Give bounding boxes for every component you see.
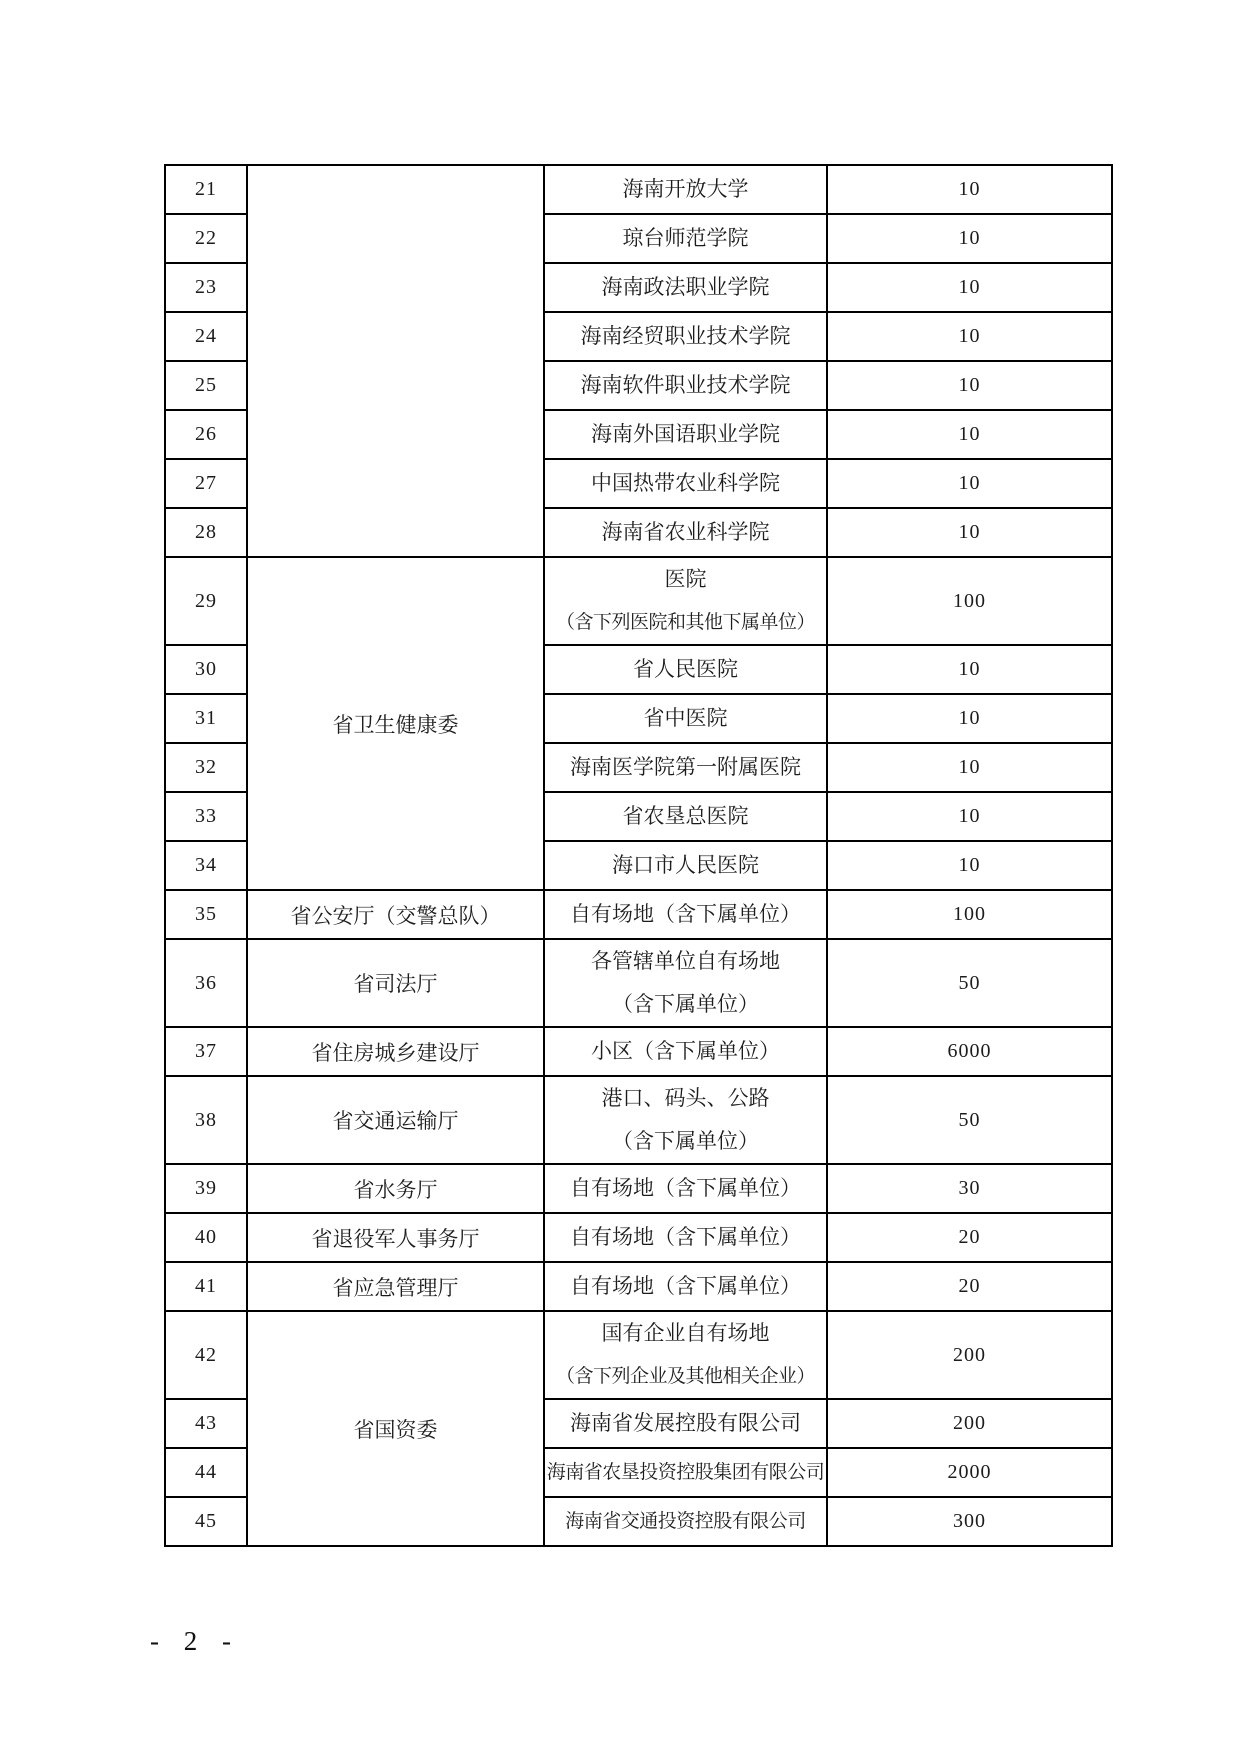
- page-number: - 2 -: [150, 1626, 240, 1656]
- row-number-cell: 26: [165, 410, 247, 459]
- quantity-cell: 10: [827, 743, 1112, 792]
- unit-line: 海南开放大学: [622, 177, 749, 201]
- quantity-cell: 20: [827, 1213, 1112, 1262]
- row-number-cell: 41: [165, 1262, 247, 1311]
- unit-line: 琼台师范学院: [622, 226, 749, 250]
- unit-cell: [544, 1164, 827, 1213]
- quantity-cell: 10: [827, 165, 1112, 214]
- row-number-cell: 28: [165, 508, 247, 557]
- unit-line: （含下列企业及其他相关企业）: [555, 1366, 815, 1387]
- unit-line: 海口市人民医院: [612, 853, 759, 877]
- unit-line: （含下属单位）: [612, 1129, 759, 1153]
- row-number-cell: 32: [165, 743, 247, 792]
- row-number-cell: 23: [165, 263, 247, 312]
- unit-line: 医院: [664, 567, 707, 591]
- row-number-cell: 27: [165, 459, 247, 508]
- table-row: [165, 1027, 1112, 1076]
- unit-line: 各管辖单位自有场地: [591, 949, 780, 973]
- table-body: [165, 165, 1112, 1546]
- unit-line: （含下属单位）: [612, 992, 759, 1016]
- quantity-cell: 10: [827, 841, 1112, 890]
- quantity-cell: 10: [827, 694, 1112, 743]
- unit-line: 海南经贸职业技术学院: [580, 324, 791, 348]
- department-cell: 省住房城乡建设厅: [247, 1027, 544, 1076]
- quantity-cell: 10: [827, 508, 1112, 557]
- quantity-cell: 10: [827, 792, 1112, 841]
- row-number-cell: 25: [165, 361, 247, 410]
- unit-cell: [544, 1497, 827, 1546]
- department-cell: 省水务厅: [247, 1164, 544, 1213]
- unit-line: 海南政法职业学院: [601, 275, 770, 299]
- table-row: [165, 1164, 1112, 1213]
- unit-line: 小区（含下属单位）: [591, 1039, 780, 1063]
- row-number-cell: 45: [165, 1497, 247, 1546]
- table-row: [165, 890, 1112, 939]
- row-number-cell: 21: [165, 165, 247, 214]
- unit-cell: [544, 645, 827, 694]
- table-row: [165, 1076, 1112, 1164]
- unit-line: 海南省交通投资控股有限公司: [565, 1511, 806, 1532]
- unit-line: 海南省农业科学院: [601, 520, 770, 544]
- row-number-cell: 44: [165, 1448, 247, 1497]
- quantity-cell: 10: [827, 459, 1112, 508]
- department-cell: 省司法厅: [247, 939, 544, 1027]
- unit-cell: [544, 841, 827, 890]
- unit-line: 国有企业自有场地: [601, 1321, 770, 1345]
- department-cell: 省公安厅（交警总队）: [247, 890, 544, 939]
- quantity-cell: 200: [827, 1399, 1112, 1448]
- quantity-cell: 100: [827, 557, 1112, 645]
- unit-cell: [544, 743, 827, 792]
- unit-cell: [544, 165, 827, 214]
- unit-cell: [544, 890, 827, 939]
- row-number-cell: 40: [165, 1213, 247, 1262]
- unit-line: 中国热带农业科学院: [591, 471, 780, 495]
- quantity-cell: 50: [827, 1076, 1112, 1164]
- department-cell: 省应急管理厅: [247, 1262, 544, 1311]
- unit-line: 省人民医院: [633, 657, 738, 681]
- quantity-cell: 20: [827, 1262, 1112, 1311]
- unit-cell: [544, 214, 827, 263]
- unit-line: 港口、码头、公路: [601, 1086, 770, 1110]
- unit-cell: [544, 459, 827, 508]
- quota-allocation-table: [164, 164, 1113, 1547]
- unit-line: 海南医学院第一附属医院: [570, 755, 801, 779]
- quantity-cell: 6000: [827, 1027, 1112, 1076]
- unit-line: 省农垦总医院: [622, 804, 749, 828]
- unit-line: 自有场地（含下属单位）: [570, 1274, 801, 1298]
- unit-cell: [544, 1311, 827, 1399]
- unit-line: 自有场地（含下属单位）: [570, 902, 801, 926]
- quantity-cell: 10: [827, 214, 1112, 263]
- unit-cell: [544, 939, 827, 1027]
- row-number-cell: 36: [165, 939, 247, 1027]
- unit-cell: [544, 508, 827, 557]
- unit-cell: [544, 1262, 827, 1311]
- department-cell: 省交通运输厅: [247, 1076, 544, 1164]
- row-number-cell: 30: [165, 645, 247, 694]
- table-row: [165, 1311, 1112, 1399]
- quantity-cell: 50: [827, 939, 1112, 1027]
- row-number-cell: 22: [165, 214, 247, 263]
- department-cell: 省退役军人事务厅: [247, 1213, 544, 1262]
- table-row: [165, 1213, 1112, 1262]
- table-row: [165, 939, 1112, 1027]
- unit-cell: [544, 694, 827, 743]
- unit-cell: [544, 1076, 827, 1164]
- department-cell: 省卫生健康委: [247, 557, 544, 890]
- row-number-cell: 33: [165, 792, 247, 841]
- quantity-cell: 10: [827, 645, 1112, 694]
- unit-cell: [544, 557, 827, 645]
- quantity-cell: 10: [827, 263, 1112, 312]
- department-cell: 省国资委: [247, 1311, 544, 1546]
- unit-cell: [544, 361, 827, 410]
- unit-cell: [544, 312, 827, 361]
- unit-cell: [544, 792, 827, 841]
- unit-cell: [544, 1448, 827, 1497]
- row-number-cell: 38: [165, 1076, 247, 1164]
- unit-cell: [544, 1399, 827, 1448]
- unit-line: 海南软件职业技术学院: [580, 373, 791, 397]
- row-number-cell: 43: [165, 1399, 247, 1448]
- unit-line: 海南省发展控股有限公司: [570, 1411, 801, 1435]
- row-number-cell: 37: [165, 1027, 247, 1076]
- department-cell: [247, 165, 544, 557]
- table-row: [165, 557, 1112, 645]
- table-row: [165, 1262, 1112, 1311]
- unit-line: 省中医院: [643, 706, 728, 730]
- unit-cell: [544, 410, 827, 459]
- unit-line: 海南外国语职业学院: [591, 422, 780, 446]
- table-row: [165, 165, 1112, 214]
- row-number-cell: 42: [165, 1311, 247, 1399]
- row-number-cell: 34: [165, 841, 247, 890]
- quantity-cell: 10: [827, 312, 1112, 361]
- row-number-cell: 39: [165, 1164, 247, 1213]
- unit-cell: [544, 1027, 827, 1076]
- unit-cell: [544, 263, 827, 312]
- quantity-cell: 30: [827, 1164, 1112, 1213]
- quantity-cell: 2000: [827, 1448, 1112, 1497]
- quantity-cell: 200: [827, 1311, 1112, 1399]
- unit-line: 自有场地（含下属单位）: [570, 1176, 801, 1200]
- unit-cell: [544, 1213, 827, 1262]
- row-number-cell: 29: [165, 557, 247, 645]
- quantity-cell: 300: [827, 1497, 1112, 1546]
- quantity-cell: 10: [827, 361, 1112, 410]
- quantity-cell: 10: [827, 410, 1112, 459]
- row-number-cell: 24: [165, 312, 247, 361]
- quantity-cell: 100: [827, 890, 1112, 939]
- row-number-cell: 35: [165, 890, 247, 939]
- unit-line: （含下列医院和其他下属单位）: [555, 612, 815, 633]
- row-number-cell: 31: [165, 694, 247, 743]
- unit-line: 自有场地（含下属单位）: [570, 1225, 801, 1249]
- unit-line: 海南省农垦投资控股集团有限公司: [546, 1462, 825, 1483]
